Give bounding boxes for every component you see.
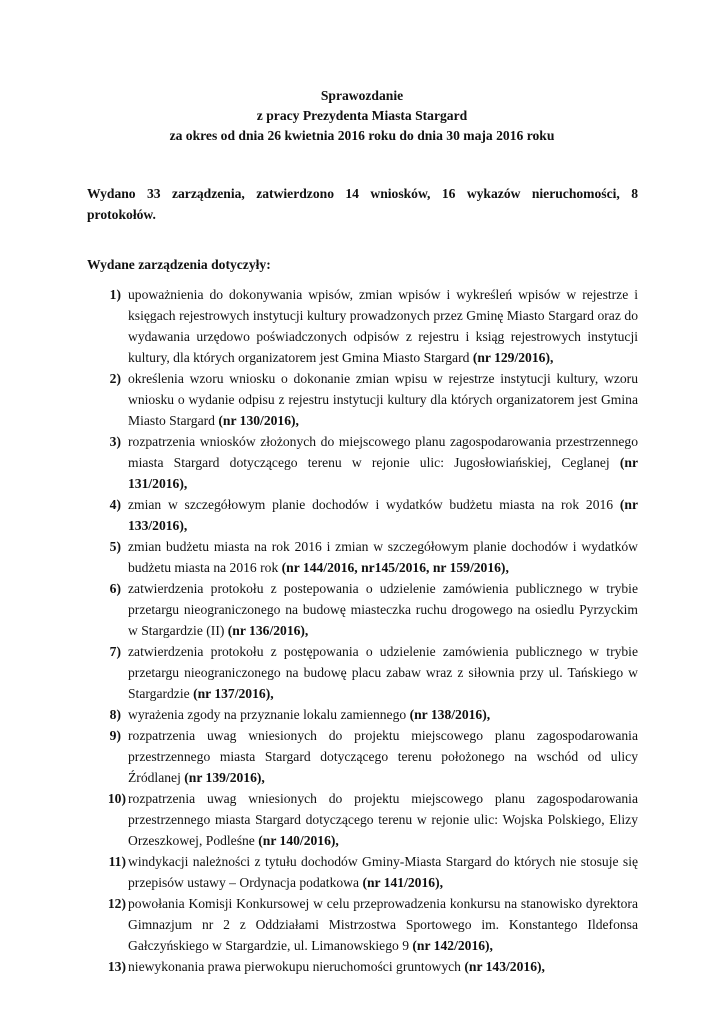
item-body — [128, 368, 638, 431]
item-number: 4) — [109, 497, 121, 512]
item-reference: (nr 129/2016), — [472, 350, 554, 365]
list-item — [87, 956, 638, 977]
list-item — [87, 284, 638, 368]
item-body — [128, 956, 638, 977]
item-number: 3) — [109, 434, 121, 449]
list-item — [87, 536, 638, 578]
item-text: upoważnienia do dokonywania wpisów, zmian wpisów i wykreśleń wpisów w rejestrze i księgach rejestrowych instytucji kultury prowadzonych przez Gminę Miasto Stargard oraz do wydawania urzędowo poświadczonych odpisów z rejestru i ksiąg rejestrowych instytucji kultury, dla których organizatorem jest Gmina Miasto Stargard — [128, 287, 638, 365]
item-number: 9) — [109, 728, 121, 743]
item-number: 13) — [107, 959, 126, 974]
item-reference: (nr 142/2016), — [412, 938, 493, 953]
list-item — [87, 641, 638, 704]
item-number: 8) — [109, 707, 121, 722]
item-reference: (nr 136/2016), — [227, 623, 309, 638]
item-body — [128, 494, 638, 536]
item-body — [128, 641, 638, 704]
item-number: 6) — [109, 581, 121, 596]
item-reference: (nr 144/2016, nr145/2016, nr 159/2016), — [281, 560, 509, 575]
item-reference: (nr 139/2016), — [184, 770, 265, 785]
ordinance-list — [87, 284, 638, 977]
item-reference: (nr 130/2016), — [218, 413, 299, 428]
item-text: windykacji należności z tytułu dochodów Gminy-Miasta Stargard do których nie stosuje się przepisów ustawy – Ordynacja podatkowa — [128, 854, 638, 890]
item-text: rozpatrzenia wniosków złożonych do miejscowego planu zagospodarowania przestrzennego miasta Stargard dotyczącego terenu w rejonie ulic: Jugosłowiańskiej, Ceglanej — [128, 434, 638, 470]
list-item — [87, 704, 638, 725]
item-body — [128, 851, 638, 893]
summary-paragraph: Wydano 33 zarządzenia, zatwierdzono 14 wniosków, 16 wykazów nieruchomości, 8 protokołów. — [87, 186, 638, 222]
item-number: 5) — [109, 539, 121, 554]
item-text: rozpatrzenia uwag wniesionych do projektu miejscowego planu zagospodarowania przestrzennego miasta Stargard dotyczącego terenu w rejonie ulic: Wojska Polskiego, Elizy Orzeszkowej, Podleśne — [128, 791, 638, 848]
item-text: powołania Komisji Konkursowej w celu przeprowadzenia konkursu na stanowisko dyrektora Gimnazjum nr 2 z Oddziałami Mistrzostwa Sportowego im. Konstantego Ildefonsa Gałczyńskiego w Stargardzie, ul. Limanowskiego 9 — [128, 896, 638, 953]
list-item — [87, 494, 638, 536]
header-title: Sprawozdanie — [320, 88, 404, 103]
item-number: 10) — [107, 791, 126, 806]
list-item — [87, 431, 638, 494]
item-number: 2) — [109, 371, 121, 386]
item-reference: (nr 131/2016), — [128, 455, 638, 491]
item-reference: (nr 140/2016), — [258, 833, 339, 848]
item-reference: (nr 141/2016), — [362, 875, 443, 890]
item-number: 7) — [109, 644, 121, 659]
item-text: rozpatrzenia uwag wniesionych do projektu miejscowego planu zagospodarowania przestrzennego miasta Stargard dotyczącego terenu położonego na wschód od ulicy Źródlanej — [128, 728, 638, 785]
item-text: zmian budżetu miasta na rok 2016 i zmian w szczegółowym planie dochodów i wydatków budżetu miasta na 2016 rok — [128, 539, 638, 575]
item-text: zatwierdzenia protokołu z postępowania o udzielenie zamówienia publicznego w trybie przetargu nieograniczonego na budowę placu zabaw wraz z siłownia przy ul. Tańskiego w Stargardzie — [128, 644, 638, 701]
header-subtitle: z pracy Prezydenta Miasta Stargard — [256, 108, 468, 123]
item-text: niewykonania prawa pierwokupu nieruchomości gruntowych — [128, 959, 465, 974]
item-number: 11) — [108, 854, 126, 869]
list-item — [87, 788, 638, 851]
item-reference: (nr 137/2016), — [193, 686, 274, 701]
list-item — [87, 725, 638, 788]
item-body — [128, 725, 638, 788]
item-body — [128, 788, 638, 851]
list-heading: Wydane zarządzenia dotyczyły: — [87, 257, 271, 272]
item-body — [128, 893, 638, 956]
item-text: wyrażenia zgody na przyznanie lokalu zamiennego — [128, 707, 410, 722]
list-item — [87, 851, 638, 893]
list-item — [87, 368, 638, 431]
item-text: określenia wzoru wniosku o dokonanie zmian wpisu w rejestrze instytucji kultury, wzoru wniosku o wydanie odpisu z rejestru instytucji kultury dla których organizatorem jest Gmina Miasto Stargard — [128, 371, 638, 428]
item-body — [128, 431, 638, 494]
item-number: 12) — [107, 896, 126, 911]
item-reference: (nr 138/2016), — [409, 707, 491, 722]
item-body — [128, 704, 638, 725]
item-number: 1) — [109, 287, 121, 302]
list-item — [87, 578, 638, 641]
report-header — [0, 86, 724, 146]
item-reference: (nr 143/2016), — [464, 959, 545, 974]
item-body — [128, 536, 638, 578]
item-text: zmian w szczegółowym planie dochodów i wydatków budżetu miasta na rok 2016 — [128, 497, 620, 512]
item-body — [128, 578, 638, 641]
item-body — [128, 284, 638, 368]
list-item — [87, 893, 638, 956]
item-reference: (nr 133/2016), — [128, 497, 638, 533]
item-text: zatwierdzenia protokołu z postepowania o udzielenie zamówienia publicznego w trybie przetargu nieograniczonego na budowę miasteczka ruchu drogowego na osiedlu Pyrzyckim w Stargardzie (II) — [128, 581, 638, 638]
header-period: za okres od dnia 26 kwietnia 2016 roku do dnia 30 maja 2016 roku — [169, 128, 555, 143]
